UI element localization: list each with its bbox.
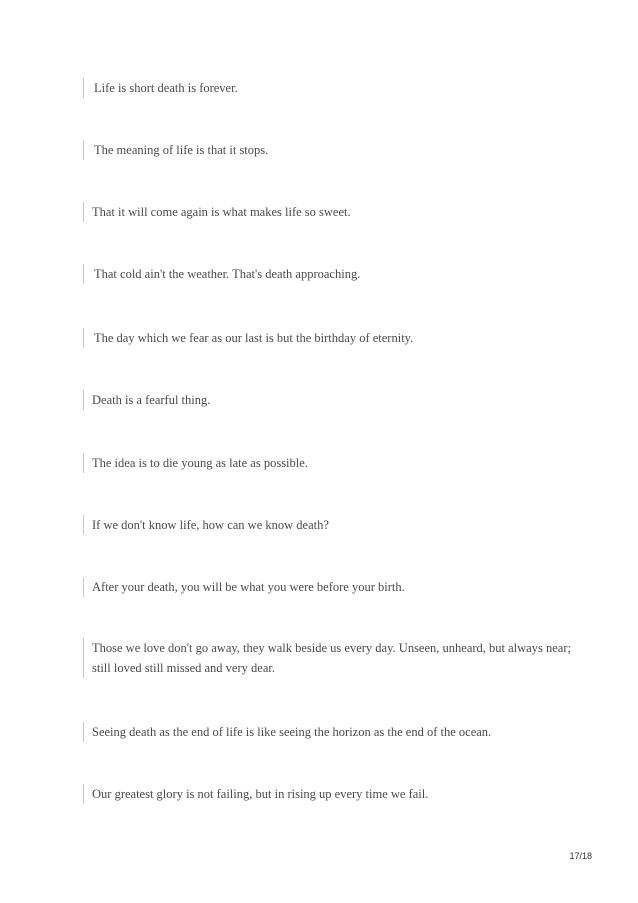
quote-block: After your death, you will be what you were before your birth. — [83, 577, 592, 597]
quote-block: The meaning of life is that it stops. — [83, 140, 594, 160]
quote-block: The day which we fear as our last is but the birthday of eternity. — [83, 328, 594, 348]
quote-block: That it will come again is what makes life so sweet. — [83, 202, 592, 222]
quote-block: If we don't know life, how can we know death? — [83, 515, 592, 535]
quote-block: The idea is to die young as late as possible. — [83, 453, 592, 473]
quote-block: Those we love don't go away, they walk beside us every day. Unseen, unheard, but always near; still loved still missed and very dear. — [83, 638, 592, 678]
page-number: 17/18 — [569, 851, 592, 861]
quote-block: Death is a fearful thing. — [83, 390, 592, 410]
quote-block: Seeing death as the end of life is like seeing the horizon as the end of the ocean. — [83, 722, 592, 742]
quote-block: That cold ain't the weather. That's death approaching. — [83, 264, 594, 284]
quote-block: Life is short death is forever. — [83, 78, 594, 98]
quote-block: Our greatest glory is not failing, but in rising up every time we fail. — [83, 784, 592, 804]
